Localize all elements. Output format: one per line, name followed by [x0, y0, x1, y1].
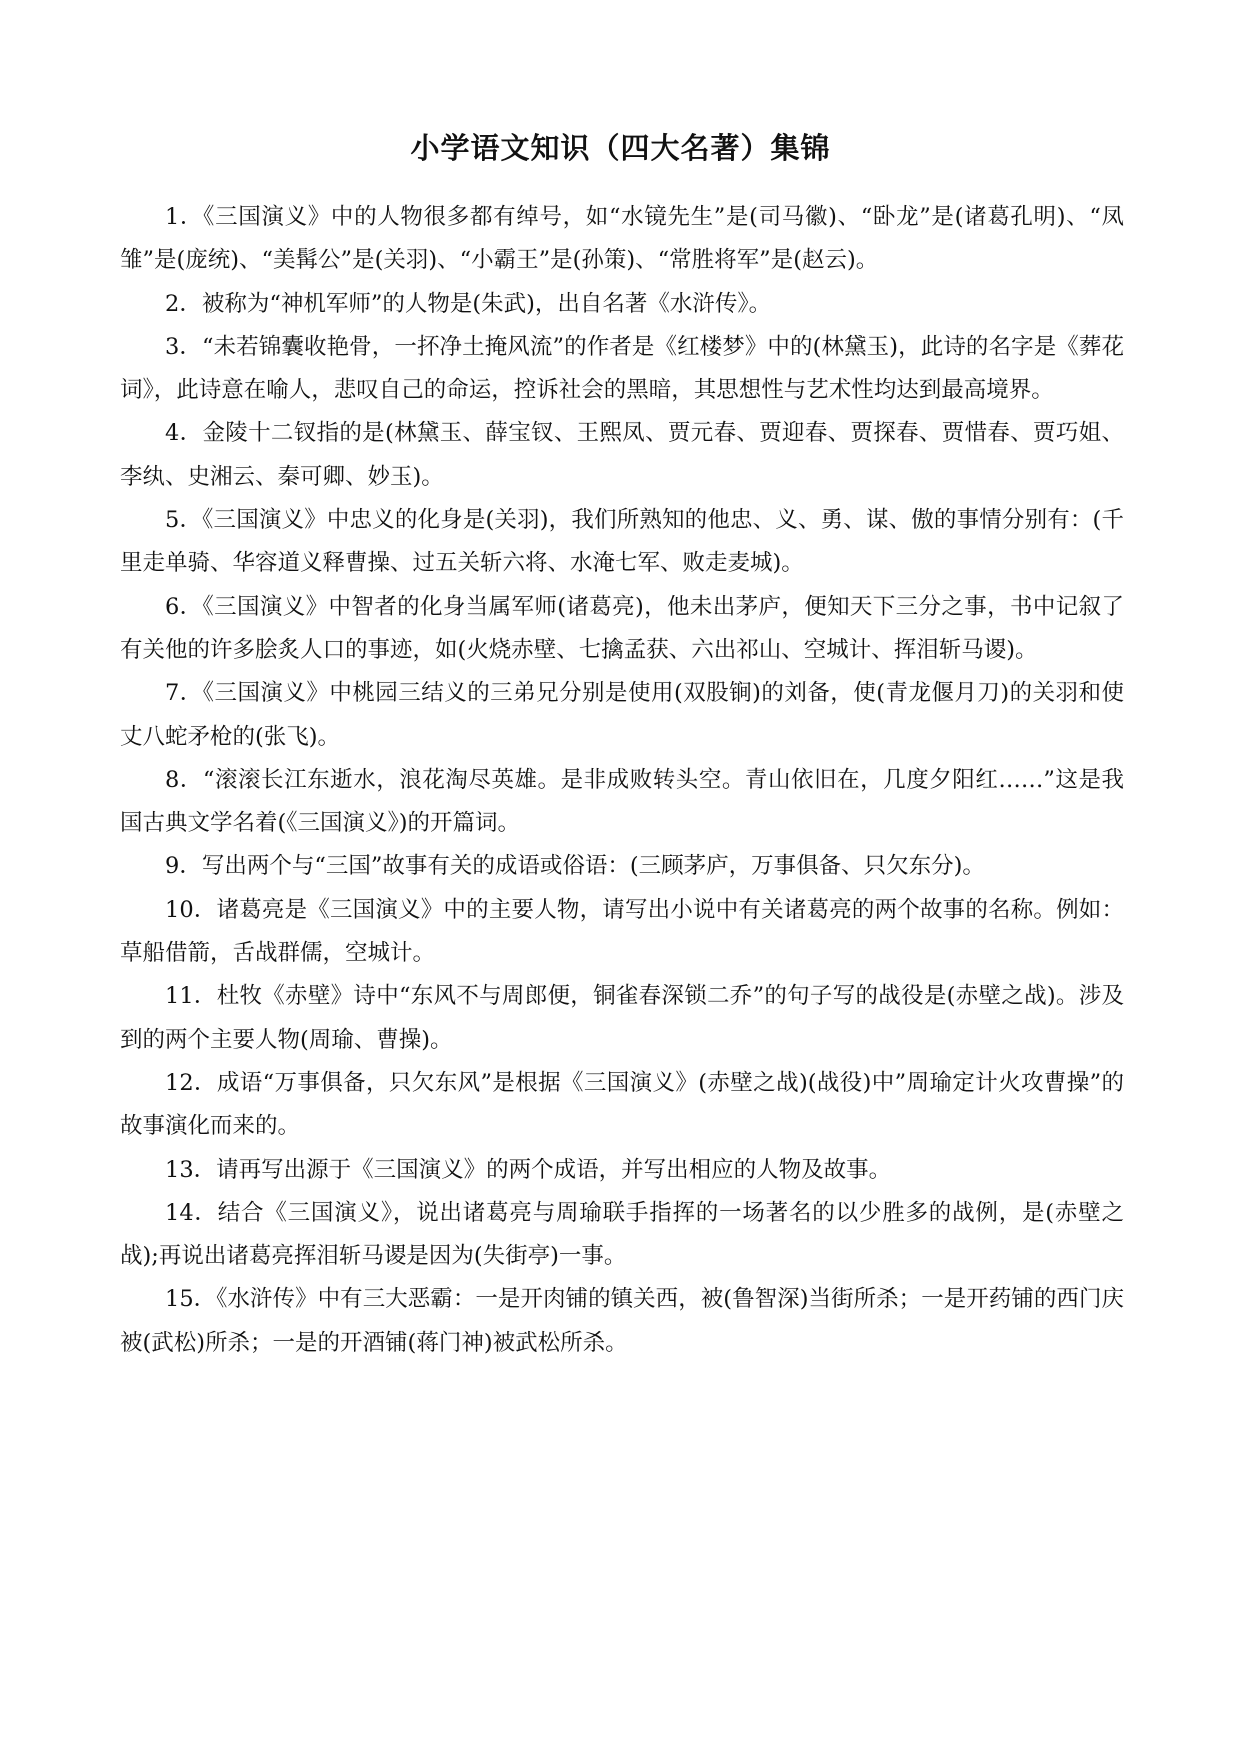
document-title: 小学语文知识（四大名著）集锦 — [410, 131, 831, 165]
list-item: 13．请再写出源于《三国演义》的两个成语，并写出相应的人物及故事。 — [165, 1156, 892, 1183]
list-item: 9．写出两个与“三国”故事有关的成语或俗语：(三顾茅庐，万事俱备、只欠东分)。 — [165, 853, 985, 880]
list-item: 6．《三国演义》中智者的化身当属军师(诸葛亮)，他未出茅庐，便知天下三分之事，书中记叙了有关他的许多脍炙人口的事迹，如(火烧赤壁、七擒孟获、六出祁山、空城计、挥泪斩马谡)。 — [120, 593, 1124, 663]
list-item: 1．《三国演义》中的人物很多都有绰号，如“水镜先生”是(司马徽)、“卧龙”是(诸葛孔明)、“凤雏”是(庞统)、“美髯公”是(关羽)、“小霸王”是(孙策)、“常胜将军”是(赵云)。 — [120, 204, 1124, 274]
list-item: 3．“未若锦囊收艳骨，一抔净土掩风流”的作者是《红楼梦》中的(林黛玉)，此诗的名字是《葬花词》，此诗意在喻人，悲叹自己的命运，控诉社会的黑暗，其思想性与艺术性均达到最高境界。 — [120, 333, 1124, 404]
list-item: 7．《三国演义》中桃园三结义的三弟兄分别是使用(双股锏)的刘备，使(青龙偃月刀)的关羽和使丈八蛇矛枪的(张飞)。 — [120, 680, 1124, 750]
list-item: 10．诸葛亮是《三国演义》中的主要人物，请写出小说中有关诸葛亮的两个故事的名称。例如：草船借箭，舌战群儒，空城计。 — [120, 896, 1124, 967]
list-item: 11．杜牧《赤壁》诗中“东风不与周郎便，铜雀春深锁二乔”的句子写的战役是(赤壁之战)。涉及到的两个主要人物(周瑜、曹操)。 — [120, 983, 1124, 1053]
list-item: 15．《水浒传》中有三大恶霸：一是开肉铺的镇关西，被(鲁智深)当街所杀；一是开药铺的西门庆被(武松)所杀；一是的开酒铺(蒋门神)被武松所杀。 — [120, 1286, 1124, 1356]
document-body — [120, 196, 1124, 1365]
list-item: 14．结合《三国演义》，说出诸葛亮与周瑜联手指挥的一场著名的以少胜多的战例，是(赤壁之战);再说出诸葛亮挥泪斩马谡是因为(失街亭)一事。 — [120, 1199, 1124, 1270]
list-item: 4．金陵十二钗指的是(林黛玉、薛宝钗、王熙凤、贾元春、贾迎春、贾探春、贾惜春、贾巧姐、李纨、史湘云、秦可卿、妙玉)。 — [120, 420, 1124, 490]
list-item: 12．成语“万事俱备，只欠东风”是根据《三国演义》(赤壁之战)(战役)中”周瑜定计火攻曹操”的故事演化而来的。 — [120, 1069, 1124, 1140]
list-item: 8．“滚滚长江东逝水，浪花淘尽英雄。是非成败转头空。青山依旧在，几度夕阳红……”这是我国古典文学名着(《三国演义》)的开篇词。 — [120, 766, 1124, 837]
list-item: 2．被称为“神机军师”的人物是(朱武)，出自名著《水浒传》。 — [165, 290, 772, 317]
list-item: 5．《三国演义》中忠义的化身是(关羽)，我们所熟知的他忠、义、勇、谋、傲的事情分别有：(千里走单骑、华容道义释曹操、过五关斩六将、水淹七军、败走麦城)。 — [120, 507, 1124, 577]
